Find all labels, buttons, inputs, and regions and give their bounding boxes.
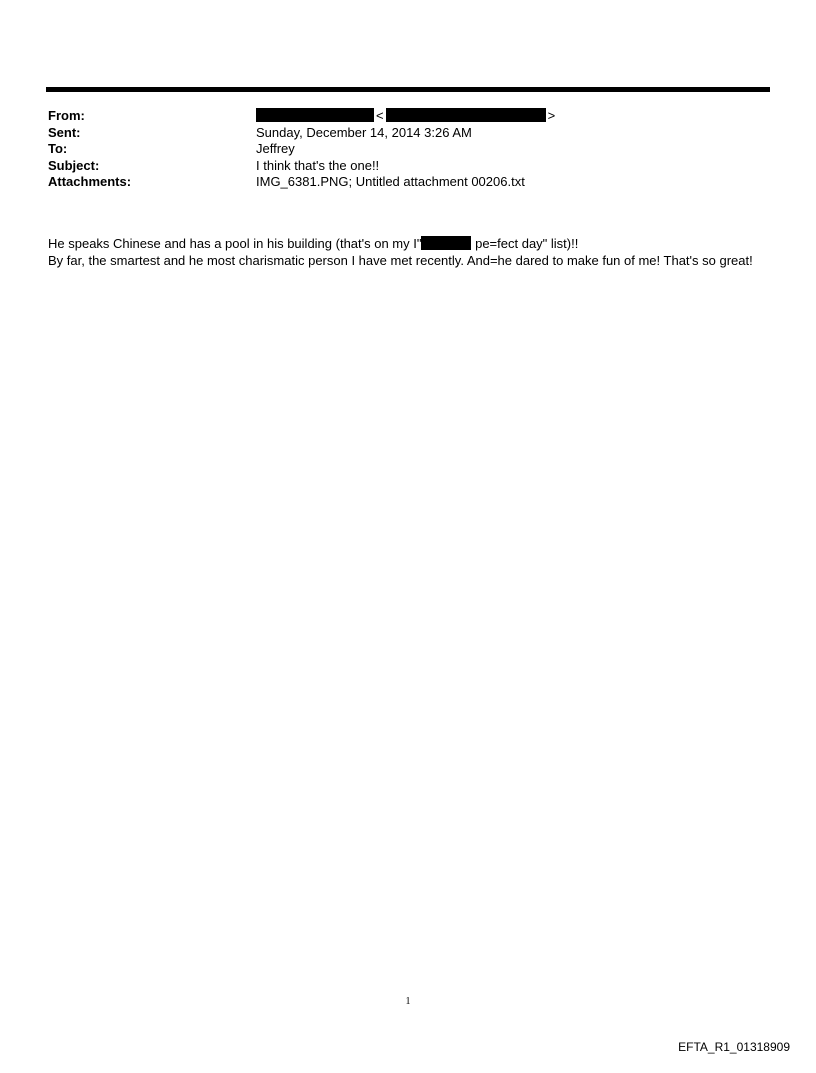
from-row	[48, 108, 748, 125]
from-label: From:	[48, 108, 85, 123]
attachments-value: IMG_6381.PNG; Untitled attachment 00206.txt	[256, 174, 525, 189]
body-line-1-start: He speaks Chinese and has a pool in his building (that's on my I"	[48, 236, 422, 251]
body-line-1	[48, 236, 768, 253]
header-divider	[46, 87, 770, 92]
sent-row	[48, 125, 748, 142]
body-paragraph-2: By far, the smartest and he most charismatic person I have met recently. And=he dared to make fun of me! That's so great!	[48, 252, 753, 268]
from-open-bracket: <	[376, 108, 384, 123]
subject-value: I think that's the one!!	[256, 157, 380, 173]
to-value: Jeffrey	[256, 141, 295, 156]
attachments-label: Attachments:	[48, 174, 132, 189]
email-body	[48, 236, 768, 269]
sent-value: Sunday, December 14, 2014 3:26 AM	[256, 124, 472, 140]
from-value	[256, 108, 557, 125]
redacted-sender-name	[256, 108, 374, 122]
email-header	[48, 108, 748, 191]
redacted-body-text	[421, 236, 471, 250]
subject-label: Subject:	[48, 157, 100, 173]
attachments-row	[48, 174, 748, 191]
page-number: 1	[405, 996, 411, 1007]
to-label: To:	[48, 141, 68, 156]
body-line-1-end: pe=fect day" list)!!	[471, 236, 579, 251]
bates-number: EFTA_R1_01318909	[678, 1040, 790, 1054]
from-close-bracket: >	[547, 108, 556, 123]
redacted-sender-email	[386, 108, 546, 122]
to-row	[48, 141, 748, 158]
subject-row	[48, 158, 748, 175]
sent-label: Sent:	[48, 124, 81, 140]
